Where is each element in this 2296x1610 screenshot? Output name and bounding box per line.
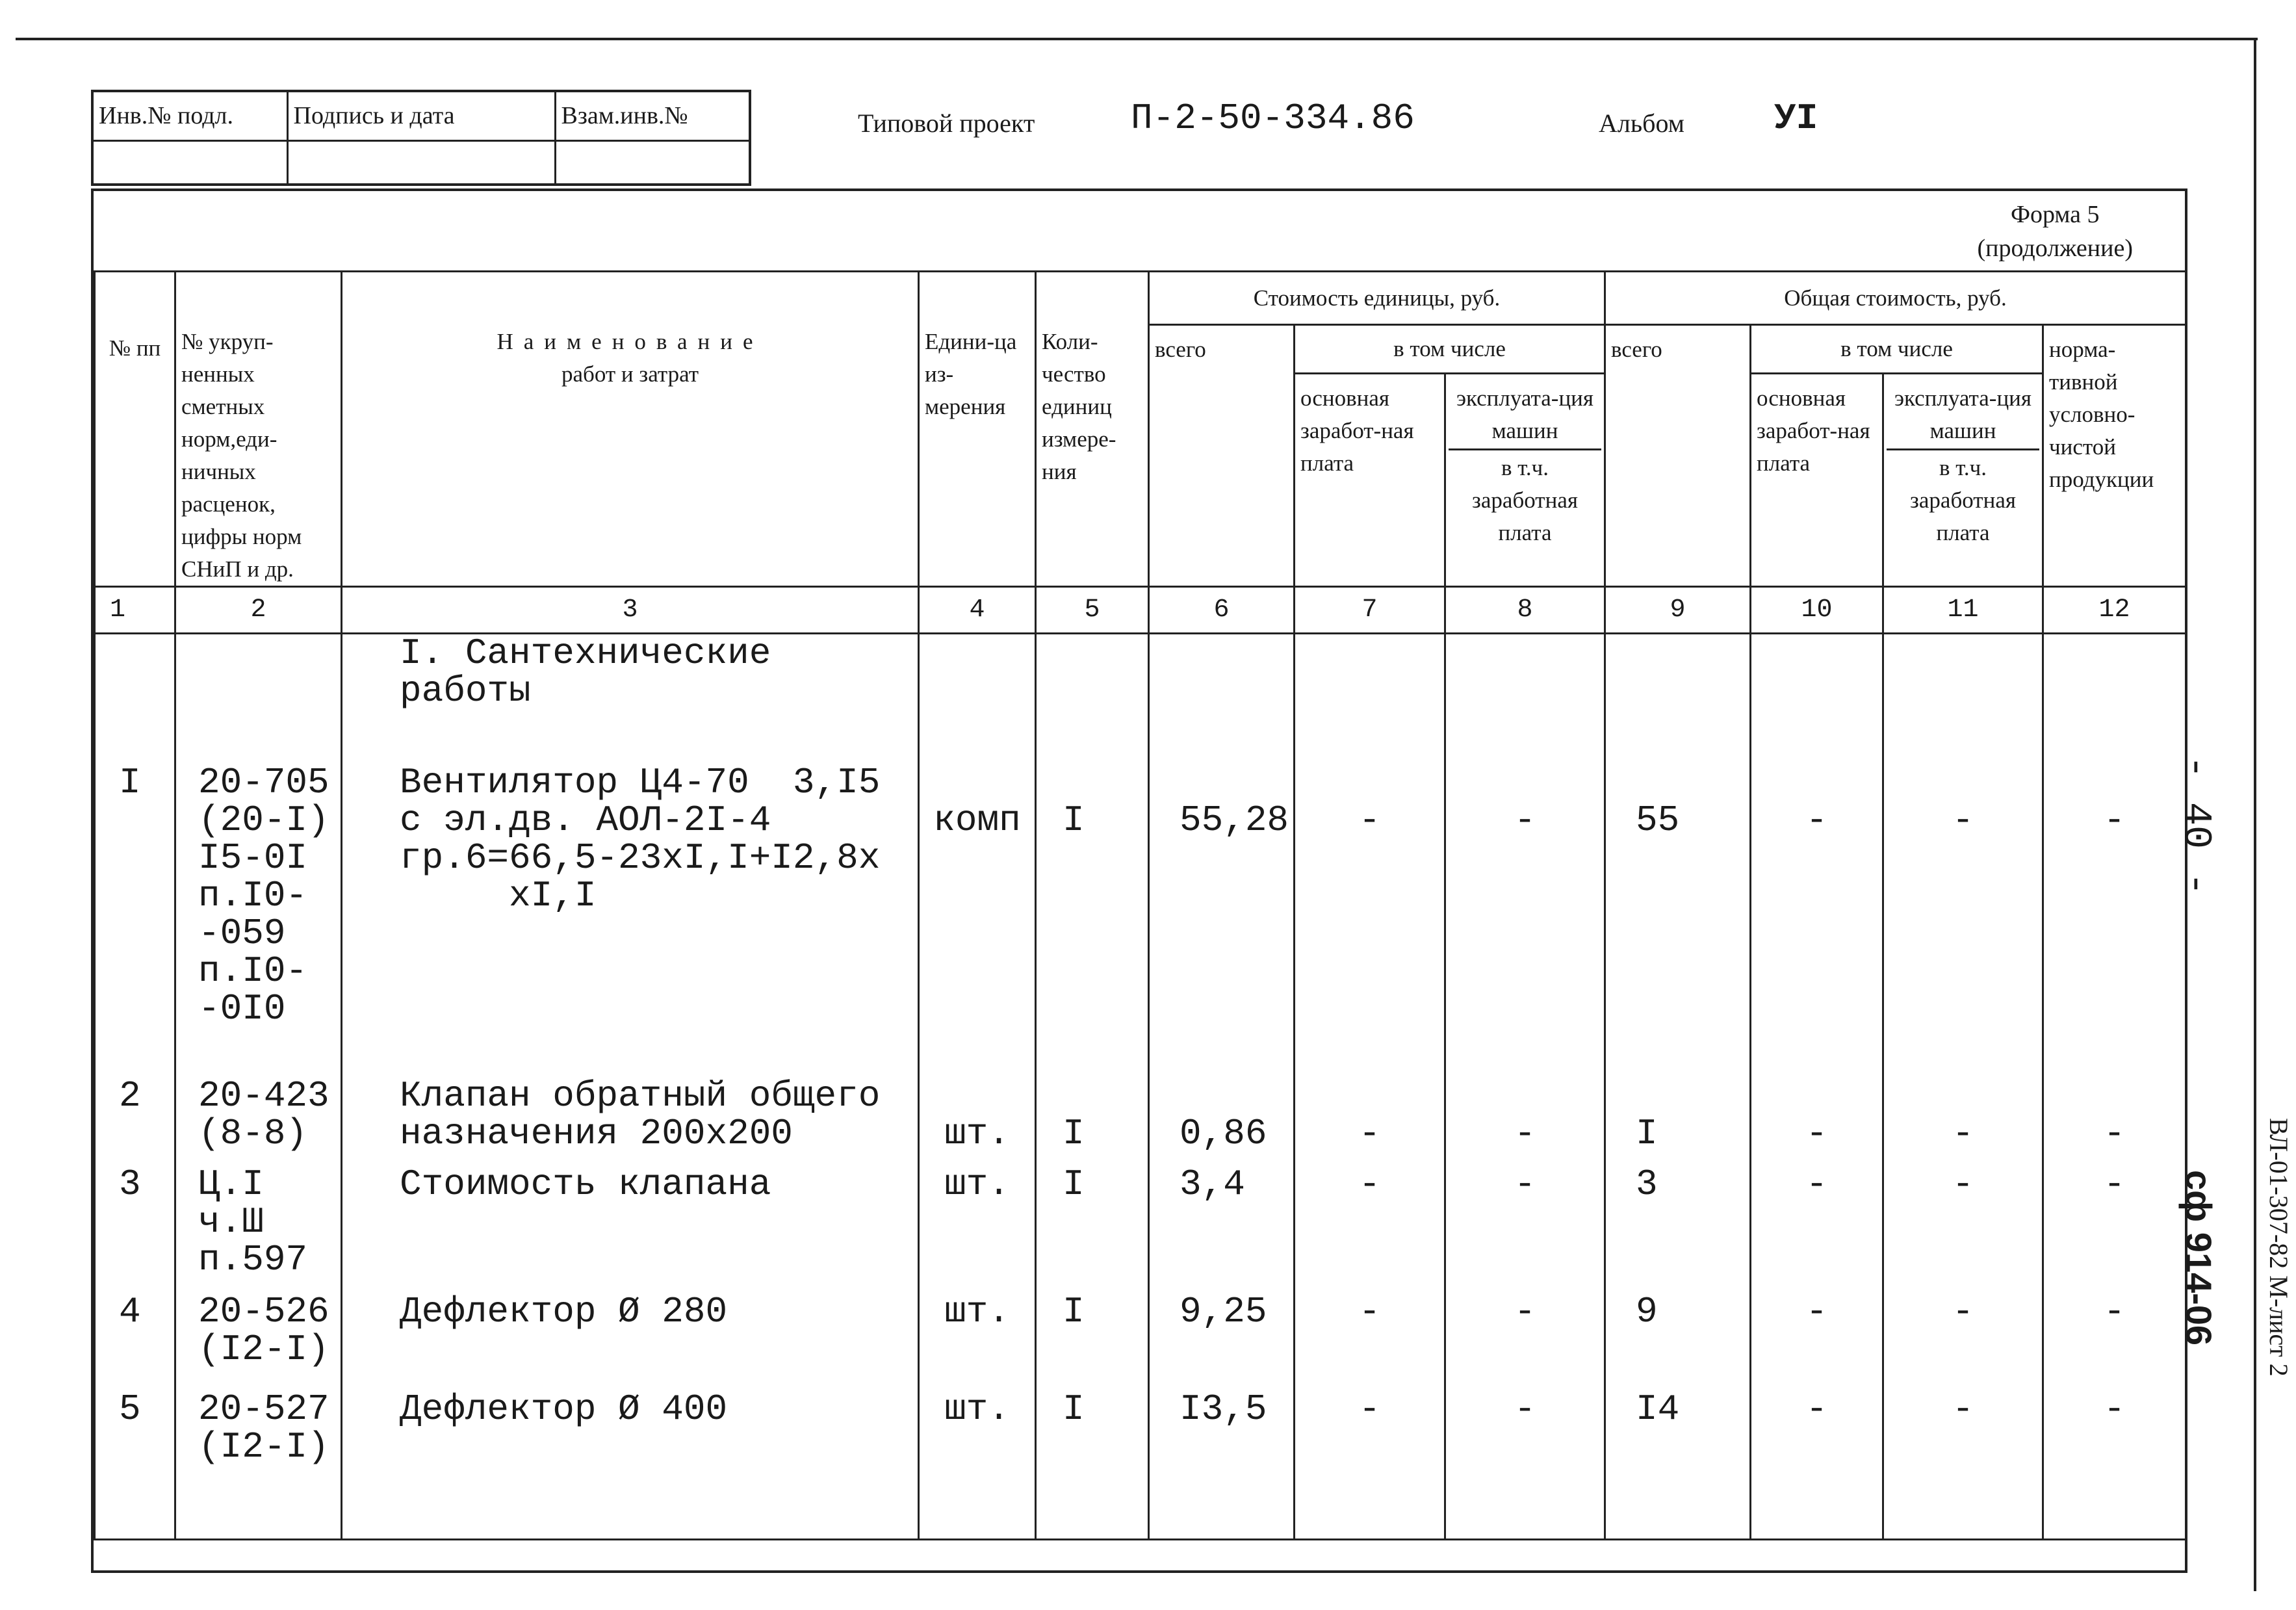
row-c7: - — [1295, 764, 1445, 1077]
row-name-line: хI,I — [400, 874, 597, 916]
sheet-border-top — [16, 38, 2258, 40]
row-quantity: I — [1036, 1390, 1149, 1540]
section-row — [95, 634, 2186, 764]
col-header-unit-wage: основная заработ-ная плата — [1295, 374, 1445, 587]
row-quantity: I — [1036, 1077, 1149, 1165]
col-header-total-machine — [1883, 374, 2043, 587]
col-header-total-cost: Общая стоимость, руб. — [1605, 272, 2186, 325]
row-unit-total: 3,4 — [1149, 1165, 1295, 1293]
col-header-quantity: Коли-чество единиц измере-ния — [1036, 272, 1149, 587]
row-code — [175, 1290, 342, 1390]
row-c7: - — [1295, 1293, 1445, 1390]
row-name — [342, 1290, 919, 1390]
row-code-line: ч.Ш — [198, 1201, 264, 1243]
row-code — [175, 1390, 342, 1540]
form-label — [1977, 198, 2133, 265]
table-row — [95, 1077, 2186, 1165]
stamp-code: сф 914-06 — [2178, 1170, 2219, 1346]
row-name-line: с эл.дв. АОЛ-2I-4 — [400, 799, 771, 841]
album-label: Альбом — [1599, 109, 1684, 138]
row-c11: - — [1883, 1165, 2043, 1293]
row-c12: - — [2043, 1165, 2186, 1293]
form-continuation: (продолжение) — [1977, 235, 2133, 262]
row-number: I — [95, 764, 175, 1077]
form-frame — [91, 188, 2187, 1573]
stamp-inv-value — [92, 140, 287, 185]
col-header-total-machine-label: эксплуата-ция машин — [1894, 385, 2032, 443]
row-unit: шт. — [919, 1390, 1036, 1540]
row-c10: - — [1751, 1077, 1883, 1165]
row-code-line: -059 — [198, 912, 286, 954]
row-c12: - — [2043, 1293, 2186, 1390]
row-code-line: I5-0I — [198, 837, 308, 879]
col-num-1: 1 — [95, 587, 175, 634]
section-title: I. Сантехнические работы — [342, 634, 919, 764]
col-num-5: 5 — [1036, 587, 1149, 634]
row-c7: - — [1295, 1390, 1445, 1540]
row-total: I4 — [1605, 1390, 1751, 1540]
inventory-stamp — [91, 90, 751, 186]
row-c7: - — [1295, 1077, 1445, 1165]
col-header-unit-cost: Стоимость единицы, руб. — [1149, 272, 1605, 325]
row-c8: - — [1445, 1077, 1605, 1165]
row-c11: - — [1883, 1390, 2043, 1540]
row-name — [342, 1390, 919, 1540]
row-code-line: (I2-I) — [198, 1425, 329, 1468]
row-c10: - — [1751, 764, 1883, 1077]
row-code-line: п.I0- — [198, 950, 308, 992]
row-c11: - — [1883, 764, 2043, 1077]
row-code-line: (8-8) — [198, 1112, 308, 1154]
col-header-unit-machine-wage: в т.ч. заработная плата — [1449, 448, 1601, 549]
row-number: 5 — [95, 1390, 175, 1540]
row-unit-total: 55,28 — [1149, 764, 1295, 1077]
row-name-line: Стоимость клапана — [400, 1163, 771, 1205]
form-number: Форма 5 — [2010, 201, 2100, 228]
row-c8: - — [1445, 1165, 1605, 1293]
col-header-unit-machine-label: эксплуата-ция машин — [1456, 385, 1594, 443]
page-number: - 40 - — [2173, 755, 2217, 896]
table-body — [95, 634, 2186, 1540]
row-name-line: Клапан обратный общего — [400, 1074, 881, 1117]
row-name — [342, 1074, 919, 1165]
row-total: 3 — [1605, 1165, 1751, 1293]
col-header-normative: норма-тивной условно-чистой продукции — [2043, 325, 2186, 587]
row-c10: - — [1751, 1390, 1883, 1540]
table-row — [95, 764, 2186, 1077]
row-quantity: I — [1036, 1293, 1149, 1390]
row-name-line: Вентилятор Ц4-70 3,I5 — [400, 761, 881, 803]
row-c10: - — [1751, 1293, 1883, 1390]
stamp-signature-label: Подпись и дата — [287, 91, 555, 140]
row-code-line: п.597 — [198, 1238, 308, 1280]
album-value: УI — [1774, 97, 1818, 139]
row-name-line: гр.6=66,5-23хI,I+I2,8х — [400, 837, 881, 879]
row-unit: шт. — [919, 1077, 1036, 1165]
row-c12: - — [2043, 764, 2186, 1077]
col-num-3: 3 — [342, 587, 919, 634]
row-quantity: I — [1036, 1165, 1149, 1293]
row-unit: шт. — [919, 1165, 1036, 1293]
col-num-7: 7 — [1295, 587, 1445, 634]
row-unit: комп — [919, 764, 1036, 1077]
row-c12: - — [2043, 1077, 2186, 1165]
row-code — [175, 1165, 342, 1293]
row-c12: - — [2043, 1390, 2186, 1540]
row-c11: - — [1883, 1077, 2043, 1165]
row-name-line: Дефлектор Ø 400 — [400, 1388, 728, 1430]
row-code — [175, 761, 342, 1077]
row-name — [342, 1165, 919, 1293]
row-code-line: -0I0 — [198, 987, 286, 1030]
col-header-name — [342, 272, 919, 587]
col-num-12: 12 — [2043, 587, 2186, 634]
col-header-unit-total: всего — [1149, 325, 1295, 587]
col-header-number: № пп — [95, 272, 175, 587]
col-num-9: 9 — [1605, 587, 1751, 634]
col-header-code: № укруп-ненных сметных норм,еди-ничных расценок, цифры норм СНиП и др. — [175, 272, 342, 587]
row-c10: - — [1751, 1165, 1883, 1293]
row-name — [342, 761, 919, 1077]
col-header-total-machine-wage: в т.ч. заработная плата — [1887, 448, 2039, 549]
col-num-11: 11 — [1883, 587, 2043, 634]
row-code-line: (I2-I) — [198, 1328, 329, 1370]
col-num-8: 8 — [1445, 587, 1605, 634]
row-code-line: Ц.I — [198, 1163, 264, 1205]
sheet-border-right — [2254, 38, 2256, 1591]
stamp-signature-value — [287, 140, 555, 185]
row-code-line: 20-526 — [198, 1290, 329, 1332]
stamp-replace-label: Взам.инв.№ — [555, 91, 750, 140]
row-code-line: 20-527 — [198, 1388, 329, 1430]
row-c8: - — [1445, 1293, 1605, 1390]
row-code-line: п.I0- — [198, 874, 308, 916]
row-total: I — [1605, 1077, 1751, 1165]
row-code — [175, 1074, 342, 1165]
col-num-10: 10 — [1751, 587, 1883, 634]
row-total: 9 — [1605, 1293, 1751, 1390]
stamp-inv-label: Инв.№ подл. — [92, 91, 287, 140]
col-header-name-sub: работ и затрат — [561, 361, 699, 387]
row-code-line: 20-705 — [198, 761, 329, 803]
row-c8: - — [1445, 764, 1605, 1077]
sheet-reference: ВЛ-01-307-82 М-лист 2 — [2264, 1118, 2293, 1377]
project-label: Типовой проект — [858, 109, 1035, 138]
row-number: 3 — [95, 1165, 175, 1293]
row-c8: - — [1445, 1390, 1605, 1540]
col-header-name-title: Наименование — [497, 329, 764, 354]
col-header-total-incl: в том числе — [1751, 325, 2043, 374]
project-code: П-2-50-334.86 — [1131, 97, 1415, 139]
row-unit-total: 9,25 — [1149, 1293, 1295, 1390]
col-header-unit-machine — [1445, 374, 1605, 587]
row-quantity: I — [1036, 764, 1149, 1077]
row-code-line: (20-I) — [198, 799, 329, 841]
col-header-unit: Едини-ца из-мерения — [919, 272, 1036, 587]
row-unit-total: 0,86 — [1149, 1077, 1295, 1165]
row-name-line: назначения 200х200 — [400, 1112, 793, 1154]
stamp-replace-value — [555, 140, 750, 185]
table-row — [95, 1390, 2186, 1540]
column-number-row — [95, 587, 2186, 634]
col-header-total-wage: основная заработ-ная плата — [1751, 374, 1883, 587]
row-c7: - — [1295, 1165, 1445, 1293]
row-number: 4 — [95, 1293, 175, 1390]
row-unit: шт. — [919, 1293, 1036, 1390]
row-total: 55 — [1605, 764, 1751, 1077]
cost-table — [94, 270, 2187, 1540]
col-header-unit-incl: в том числе — [1295, 325, 1605, 374]
table-row — [95, 1293, 2186, 1390]
row-number: 2 — [95, 1077, 175, 1165]
col-num-4: 4 — [919, 587, 1036, 634]
col-num-6: 6 — [1149, 587, 1295, 634]
row-name-line: Дефлектор Ø 280 — [400, 1290, 728, 1332]
col-num-2: 2 — [175, 587, 342, 634]
row-code-line: 20-423 — [198, 1074, 329, 1117]
col-header-total-total: всего — [1605, 325, 1751, 587]
table-row — [95, 1165, 2186, 1293]
row-c11: - — [1883, 1293, 2043, 1390]
row-unit-total: I3,5 — [1149, 1390, 1295, 1540]
